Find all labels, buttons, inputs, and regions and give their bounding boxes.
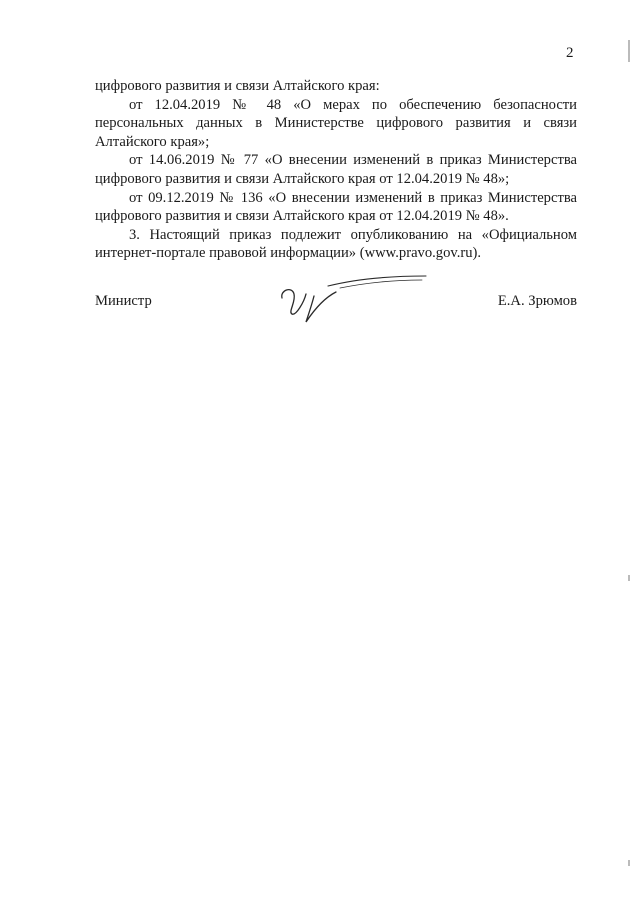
- scan-edge-mark: [628, 40, 630, 62]
- document-body: [95, 77, 577, 263]
- paragraph-publication: 3. Настоящий приказ подлежит опубликованию на «Официальном интернет-портале правовой информации» (www.pravo.gov.ru).: [95, 226, 577, 262]
- scan-edge-mark: [628, 575, 630, 581]
- paragraph-continuation: цифрового развития и связи Алтайского края:: [95, 78, 380, 94]
- scan-edge-mark: [628, 860, 630, 866]
- page-number: 2: [566, 45, 574, 61]
- paragraph-order-136: от 09.12.2019 № 136 «О внесении изменений в приказ Министерства цифрового развития и связи Алтайского края от 12.04.2019 № 48».: [95, 189, 577, 225]
- paragraph-order-48: от 12.04.2019 № 48 «О мерах по обеспечению безопасности персональных данных в Министерстве цифрового развития и связи Алтайского края»;: [95, 96, 577, 150]
- paragraph-order-77: от 14.06.2019 № 77 «О внесении изменений в приказ Министерства цифрового развития и связи Алтайского края от 12.04.2019 № 48»;: [95, 152, 577, 187]
- handwritten-signature: [270, 272, 430, 330]
- signatory-name: Е.А. Зрюмов: [497, 293, 577, 309]
- signatory-position: Министр: [95, 293, 152, 309]
- signature-block: [95, 292, 577, 352]
